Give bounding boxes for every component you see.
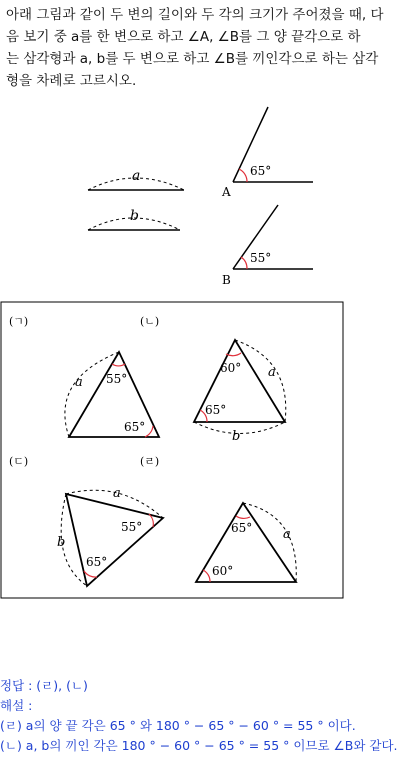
question-line-3: 는 삼각형과 a, b를 두 변으로 하고 ∠B를 끼인각으로 하는 삼각 [6, 51, 379, 67]
option-3-side-b: b [57, 535, 66, 550]
question-line-4: 형을 차례로 고르시오. [6, 73, 137, 89]
option-3-angle-1: 55° [121, 520, 143, 534]
explanation-line-2: (ㄴ) a, b의 끼인 각은 180 ° − 60 ° − 65 ° = 55 ° 이므로 ∠B와 같다. [0, 738, 398, 753]
option-3-side-a: a [113, 486, 121, 501]
side-b-label: b [130, 208, 139, 224]
option-2-angle-2: 65° [205, 403, 227, 417]
option-3 [9, 455, 163, 586]
answer: 정답 : (ㄹ), (ㄴ) [0, 678, 88, 693]
option-1-angle-2: 65° [124, 420, 146, 434]
option-2-side-b: b [232, 429, 241, 444]
option-1-angle-1: 55° [106, 372, 128, 386]
angle-B-value: 55° [250, 251, 272, 265]
explanation-title: 해설 : [0, 698, 33, 713]
option-3-label: (ㄷ) [9, 455, 29, 468]
angle-A-vertex: A [222, 185, 231, 199]
option-4-angle-2: 60° [212, 564, 234, 578]
given-side-b [88, 208, 180, 230]
option-2-angle-1: 60° [220, 361, 242, 375]
options-box [1, 302, 343, 598]
option-4-angle-1: 65° [231, 521, 253, 535]
given-angle-B [222, 205, 313, 287]
question-line-2: 음 보기 중 a를 한 변으로 하고 ∠A, ∠B를 그 양 끝각으로 하 [6, 29, 361, 45]
angle-B-vertex: B [222, 273, 231, 287]
option-4-label: (ㄹ) [140, 455, 160, 468]
option-2-side-a: a [268, 365, 276, 380]
option-1 [9, 315, 159, 437]
side-a-label: a [132, 168, 141, 184]
given-side-a [88, 168, 184, 190]
option-2-label: (ㄴ) [140, 315, 160, 328]
option-1-side: a [75, 375, 83, 390]
given-angle-A [221, 107, 313, 199]
option-2 [140, 315, 286, 444]
solution [0, 676, 400, 756]
option-3-angle-2: 65° [86, 555, 108, 569]
option-4-side: a [283, 527, 291, 542]
option-1-label: (ㄱ) [9, 315, 29, 328]
angle-A-value: 65° [250, 164, 272, 178]
explanation-line-1: (ㄹ) a의 양 끝 각은 65 ° 와 180 ° − 65 ° − 60 ° = 55 ° 이다. [0, 718, 356, 733]
question-line-1: 아래 그림과 같이 두 변의 길이와 두 각의 크기가 주어졌을 때, 다 [6, 7, 384, 23]
